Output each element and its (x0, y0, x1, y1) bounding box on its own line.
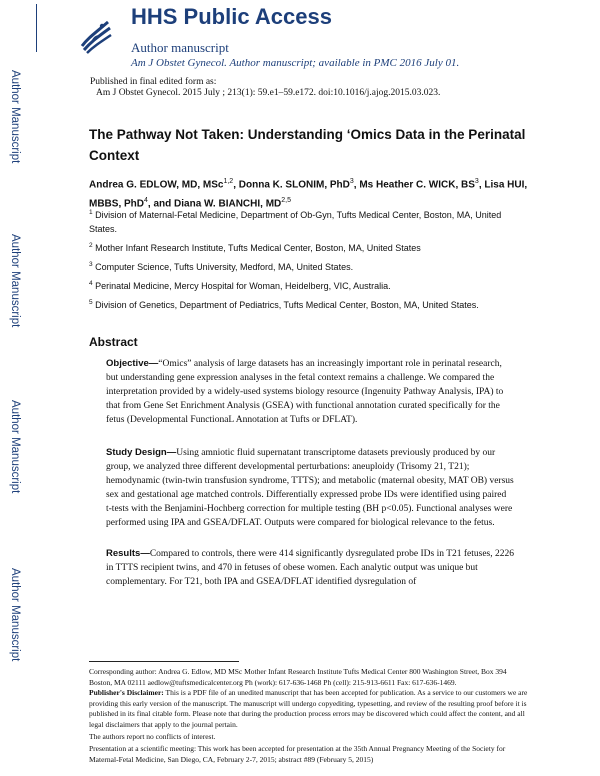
abstract-heading: Abstract (89, 335, 138, 349)
publication-citation: Am J Obstet Gynecol. 2015 July ; 213(1): 59.e1–59.e172. doi:10.1016/j.ajog.2015.03.023. (96, 88, 441, 98)
abstract-results: Results—Compared to controls, there were 414 significantly dysregulated probe IDs in T21 fetuses, 2226 in TTTS recipient twins, and 470 in fetuses of obese women. Each analytic output was unique but complementary. For T21, both IPA and GSEA/DFLAT identified dysregulation of (106, 548, 514, 587)
conflicts-note: The authors report no conflicts of interest. (89, 732, 216, 741)
affiliation-3: $^3$ Computer Science, Tufts University, Medford, MA, United States. (89, 261, 354, 272)
author-name: Ms Heather C. WICK, BS (359, 179, 475, 191)
author-name: Andrea G. EDLOW, MD, MSc (89, 179, 224, 191)
sidebar-author-manuscript-1: Author Manuscript (9, 70, 21, 164)
affiliation-2: $^2$ Mother Infant Research Institute, Tufts Medical Center, Boston, MA, United States (89, 242, 421, 253)
affiliation-1: $^1$ Division of Maternal-Fetal Medicine, Department of Ob-Gyn, Tufts Medical Center, Boston, MA, United States. (89, 209, 502, 234)
publisher-disclaimer: Publisher's Disclaimer: This is a PDF file of an unedited manuscript that has been accepted for publication. As a service to our customers we are providing this early version of the manuscript. The manuscript will undergo copyediting, typesetting, and review of the resulting proof before it is published in its final citable form. Please note that during the production process errors may be discovered which could affect the content, and all legal disclaimers that apply to the journal pertain. (89, 688, 528, 729)
published-label: Published in final edited form as: (90, 77, 217, 87)
journal-availability-line: Am J Obstet Gynecol. Author manuscript; available in PMC 2016 July 01. (131, 57, 460, 69)
hhs-eagle-logo-icon (78, 16, 114, 56)
author-list: Andrea G. EDLOW, MD, MSc$^{1,2}$, Donna K. SLONIM, PhD$^3$, Ms Heather C. WICK, $BS^3$, Lisa HUI, MBBS, PhD$^4$, and Diana W. BIANCHI, MD$^{2,5}$ (89, 178, 528, 210)
author-manuscript-subtitle: Author manuscript (131, 40, 229, 55)
author-name: Diana W. BIANCHI, MD (174, 198, 282, 210)
affiliation-5: $^5$ Division of Genetics, Department of Pediatrics, Tufts Medical Center, Boston, MA, United States. (89, 299, 479, 310)
corresponding-author-note: Corresponding author: Andrea G. Edlow, MD MSc Mother Infant Research Institute Tufts Medical Center 800 Washington Street, Box 394 Boston, MA 02111 aedlow@tuftsmedicalcenter.org Ph (work): 617-636-1468 Ph (cell): 215-913-6611 Fax: 617-636-1469. (89, 667, 507, 687)
article-title: The Pathway Not Taken: Understanding ‘Omics Data in the Perinatal Context (89, 127, 526, 163)
header-divider (36, 4, 37, 52)
abstract-objective: Objective—“Omics” analysis of large datasets has an increasingly important role in perinatal research, but understanding gene expression analyses in the fetal context remains a challenge. We compared the interpretation provided by a widely-used systems biology resource (Ingenuity Pathway Analysis, IPA) to that from Gene Set Enrichment Analysis (GSEA) with functional annotation curated specifically for the fetus (Developmental FunctionaL Annotation at Tufts or DFLAT). (106, 358, 504, 425)
footnote-divider (89, 661, 239, 662)
sidebar-author-manuscript-4: Author Manuscript (9, 568, 21, 662)
sidebar-author-manuscript-3: Author Manuscript (9, 400, 21, 494)
hhs-public-access-title: HHS Public Access (131, 4, 332, 29)
affiliation-4: $^4$ Perinatal Medicine, Mercy Hospital for Woman, Heidelberg, VIC, Australia. (89, 280, 391, 291)
sidebar-author-manuscript-2: Author Manuscript (9, 234, 21, 328)
author-name: Donna K. SLONIM, PhD (238, 179, 350, 191)
presentation-note: Presentation at a scientific meeting: This work has been accepted for presentation at the 35th Annual Pregnancy Meeting of the Society for Maternal-Fetal Medicine, San Diego, CA, February 2-7, 2015; abstract #89 (February 5, 2015) (89, 744, 506, 764)
abstract-study-design: Study Design—Using amniotic fluid supernatant transcriptome datasets previously produced by our group, we analyzed three different developmental perturbations: aneuploidy (Trisomy 21, T21); hemodynamic (twin-twin transfusion syndrome, TTTS); and metabolic (maternal obesity, MAT OB) versus sex and gestational age matched controls. Differentially expressed probe IDs were identified using paired t-tests with the Benjamini-Hochberg correction for multiple testing (BH p<0.05). Functional analyses were performed using IPA and GSEA/DFLAT. Outputs were compared for biological relevance to the fetus. (106, 447, 514, 528)
author-name: Lisa HUI, MBBS, PhD (89, 179, 528, 210)
